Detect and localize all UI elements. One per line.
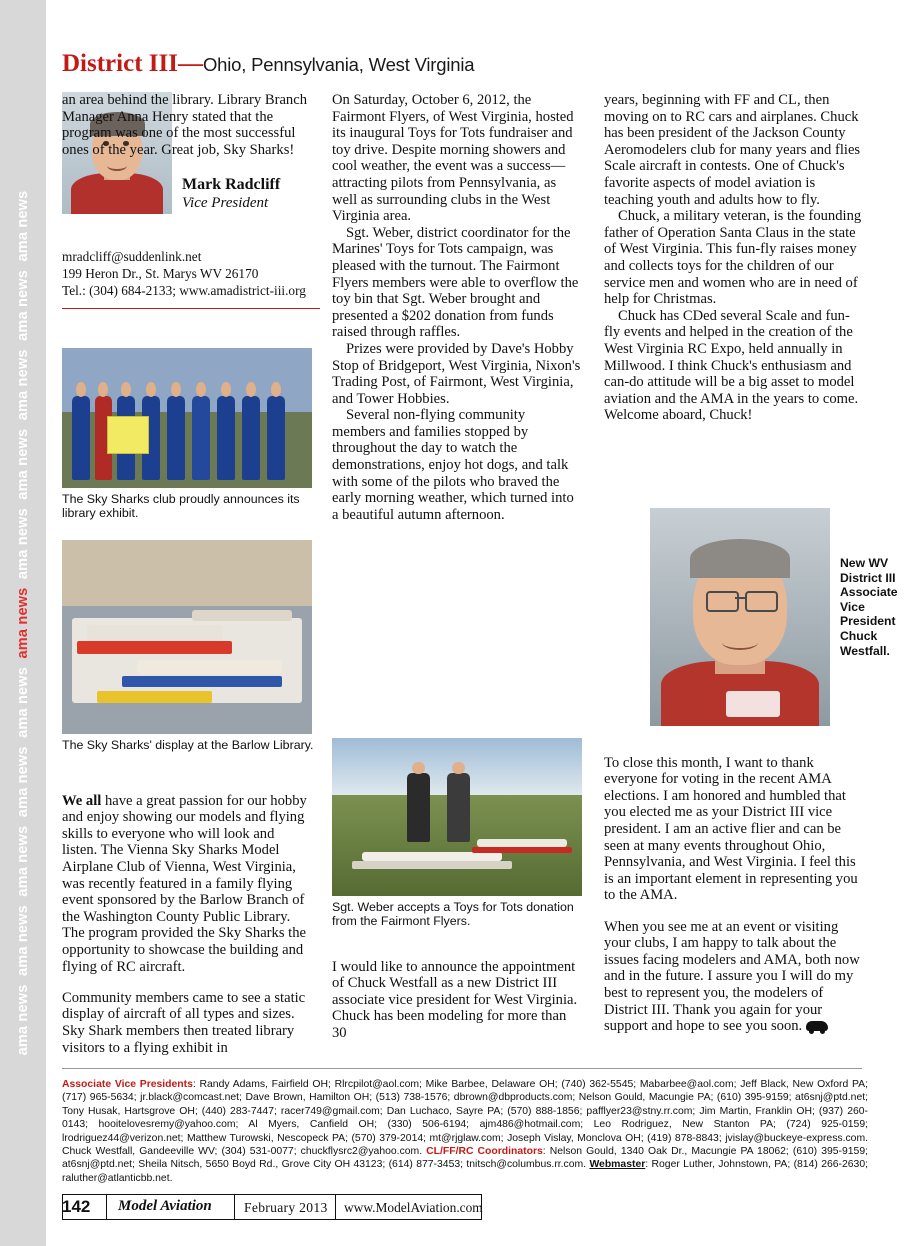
caption-photo-4: New WV District III Associate Vice President Chuck Westfall.: [840, 556, 898, 658]
col3-para-2: Chuck, a military veteran, is the founding father of Operation Santa Claus in the state of West Virginia. This fun-fly raises money and collects toys for the children of our service men and women who are in need of help for Christmas.: [604, 208, 862, 308]
column-3-top: [604, 92, 862, 424]
sidebar-text-10: ama news: [15, 190, 31, 262]
footer-divider-3: [335, 1194, 336, 1220]
avp-text: : Randy Adams, Fairfield OH; Rlrcpilot@aol.com; Mike Barbee, Delaware OH; (740) 362-5545; Mabarbee@aol.com; Jeff Black, New Oxford PA; (717) 965-5634; jr.black@comcast.net; Dave Brown, Hamilton OH; (513) 738-1576; dbrown@dbproducts.com; Nelson Gould, Macungie PA; (610) 395-9159; at6snj@ptd.net; Tony Husak, Hartsgrove OH; (440) 283-7447; racer749@gmail.com; Dan Luchaco, Sayre PA; (570) 888-1856; pafflyer23@stny.rr.com; Jim Martin, Franklin OH; (937) 260-0143; hooitelovesremy@yahoo.com; Al Myers, Canfield OH; (330) 506-6194; ajm486@hotmail.com; Leo Rodriguez, New Stanton PA; (724) 925-0159; lrodriguez44@verizon.net; Matthew Turowski, Nescopeck PA; (570) 379-2014; mt@rjglaw.com; Joseph Vislay, Monclova OH; (419) 878-8843; jvislay@buckeye-express.com. Chuck Westfall, Gandeeville WV; (304) 531-0077; chuckflysrc2@yahoo.com.: [62, 1079, 868, 1158]
footer-divider-1: [106, 1194, 107, 1220]
sidebar-text-1: ama news: [15, 984, 31, 1056]
webmaster-text: : Roger Luther, Johnstown, PA; (814) 266-2630; raluther@atlanticbb.net.: [62, 1159, 868, 1184]
website-url[interactable]: www.ModelAviation.com: [344, 1200, 483, 1215]
sidebar-text-2: ama news: [15, 905, 31, 977]
photo-sky-sharks-display: [62, 540, 312, 734]
red-divider: [62, 308, 320, 309]
col1-para-1: an area behind the library. Library Branch Manager Anna Henry stated that the program was one of the most successful ones of the year. Great job, Sky Sharks!: [62, 92, 308, 158]
sidebar-text-9: ama news: [15, 269, 31, 341]
column-1-top: [62, 92, 310, 158]
car-endmark-icon: [806, 1021, 828, 1031]
associate-vice-presidents-block: [62, 1078, 868, 1185]
sidebar-text-7: ama news: [15, 428, 31, 500]
col3b-para-1: To close this month, I want to thank everyone for voting in the recent AMA elections. I am honored and humbled that you elected me as your District III vice president. I am an active flier and can be seen at many events throughout Ohio, Pennsylvania, and West Virginia. I feel this is an important element in representing you to the AMA.: [604, 754, 858, 904]
page-footer-bar: [62, 1194, 482, 1220]
column-3-bottom: [604, 740, 862, 1049]
col3-para-3: Chuck has CDed several Scale and fun-fly events and helped in the creation of the West Virginia RC Expo, held annually in Millwood. I think Chuck's enthusiasm and can-do attitude will be a big asset to model aviation and the AMA in the years to come. Welcome aboard, Chuck!: [604, 307, 859, 424]
column-1-bottom: [62, 778, 312, 1071]
photo-chuck-westfall: [650, 508, 830, 726]
vp-address: 199 Heron Dr., St. Marys WV 26170: [62, 266, 259, 281]
sidebar-text-3: ama news: [15, 825, 31, 897]
sidebar-text-4: ama news: [15, 746, 31, 818]
col1b-lead: We all: [62, 792, 102, 809]
sidebar-text-5: ama news: [15, 666, 31, 738]
footer-divider: [62, 1068, 862, 1069]
col1b-para-1: [62, 793, 312, 976]
col3b-para-2-text: When you see me at an event or visiting your clubs, I am happy to talk about the issues facing modelers and AMA, both now and in the future. I assure you I will do my best to represent you, the modelers of District III. Thank you again for your support and hope to see you soon.: [604, 918, 860, 1035]
vp-title: Vice President: [182, 195, 269, 211]
caption-photo-3: Sgt. Weber accepts a Toys for Tots donation from the Fairmont Flyers.: [332, 900, 574, 929]
magazine-name: Model Aviation: [118, 1198, 212, 1214]
magazine-page: [46, 0, 916, 1246]
col3b-para-2: [604, 919, 862, 1035]
vp-email[interactable]: mradcliff@suddenlink.net: [62, 249, 202, 264]
vp-name: Mark Radcliff: [182, 176, 281, 193]
column-2-top: [332, 92, 582, 523]
issue-date: February 2013: [244, 1200, 328, 1215]
col3-para-1: years, beginning with FF and CL, then moving on to RC cars and airplanes. Chuck has been president of the Jackson County Aeromodelers club for many years and flies Scale aircraft in contests. One of Chuck's favorite aspects of model aviation is teaching youth and adults how to fly.: [604, 92, 861, 208]
sidebar-text-highlight: ama news: [15, 587, 31, 659]
page-title: [62, 50, 862, 78]
col1b-para-2: Community members came to see a static display of aircraft of all types and sizes. Sky Shark members then treated library visitors to a flying exhibit in: [62, 989, 306, 1056]
vice-president-name-block: [182, 176, 312, 212]
page-number: 142: [62, 1197, 91, 1216]
coordinators-heading: CL/FF/RC Coordinators: [426, 1146, 543, 1158]
col2-para-1: On Saturday, October 6, 2012, the Fairmont Flyers, of West Virginia, hosted its inaugural Toys for Tots fundraiser and toy drive. Despite morning showers and cool weather, the event was a success—attracting pilots from Pennsylvania, as well as surrounding clubs in the West Virginia area.: [332, 92, 574, 225]
column-2-bottom: [332, 944, 582, 1056]
caption-photo-2: The Sky Sharks' display at the Barlow Library.: [62, 738, 314, 752]
col2b-para-1: I would like to announce the appointment of Chuck Westfall as a new District III associate vice president for West Virginia. Chuck has been modeling for more than 30: [332, 958, 578, 1041]
district-heading: District III—: [62, 50, 203, 77]
col2-para-2: Sgt. Weber, district coordinator for the Marines' Toys for Tots campaign, was pleased with the turnout. The Fairmont Flyers members were able to overflow the toy bin that Sgt. Weber brought and presented a $202 donation from funds raised through raffles.: [332, 224, 579, 341]
photo-toys-for-tots-donation: [332, 738, 582, 896]
vertical-branding-strip: [0, 0, 46, 1246]
footer-divider-2: [234, 1194, 235, 1220]
col1b-rest: have a great passion for our hobby and enjoy showing our models and flying skills to everyone who will look and listen. The Vienna Sky Sharks Model Airplane Club of Vienna, West Virginia, was recently featured in a family flying event sponsored by the Barlow Branch of the Washington County Public Library. The program provided the Sky Sharks the opportunity to showcase the building and flying of RC aircraft.: [62, 792, 307, 975]
avp-heading: Associate Vice Presidents: [62, 1079, 193, 1090]
col2-para-4: Several non-flying community members and families stopped by throughout the day to watch the demonstrations, enjoy hot dogs, and talk with some of the pilots who braved the early morning weather, which turned into a beautiful autumn afternoon.: [332, 407, 574, 523]
district-states: Ohio, Pennsylvania, West Virginia: [202, 54, 475, 75]
vp-contact-block: [62, 248, 324, 309]
caption-photo-1: The Sky Sharks club proudly announces its library exhibit.: [62, 492, 300, 521]
sidebar-text-6: ama news: [15, 508, 31, 580]
sidebar-repeating-text: [0, 0, 46, 1246]
sidebar-text-8: ama news: [15, 349, 31, 421]
webmaster-heading: Webmaster: [589, 1159, 646, 1171]
vp-phone-web[interactable]: Tel.: (304) 684-2133; www.amadistrict-iii.org: [62, 283, 306, 298]
coordinators-text: : Nelson Gould, 1340 Oak Dr., Macungie PA 18062; (610) 395-9159; at6snj@ptd.net; Sheila Nitsch, 5650 Boyd Rd., Grove City OH 43123; (614) 877-3453; tnitsch@columbus.rr.com.: [62, 1146, 869, 1171]
col2-para-3: Prizes were provided by Dave's Hobby Stop of Bridgeport, West Virginia, Nixon's Trading Post, of Fairmont, West Virginia, and Tower Hobbies.: [332, 340, 581, 407]
photo-sky-sharks-library-exhibit: [62, 348, 312, 488]
